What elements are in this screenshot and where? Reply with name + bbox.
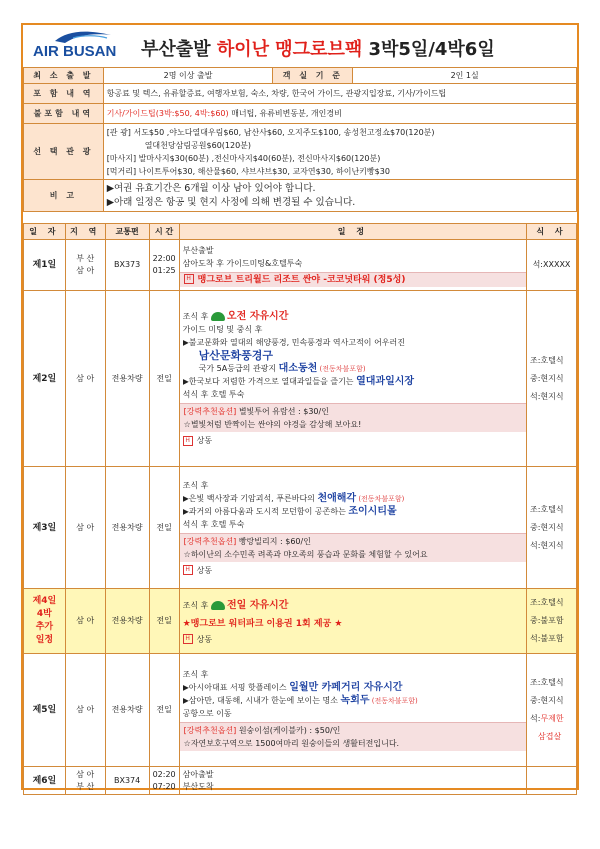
day-1-line-1: 부산출발 — [182, 245, 214, 255]
day-3-joycity: 조이시티몰 — [348, 505, 397, 517]
day-4-meal — [527, 589, 577, 654]
day-6-time — [149, 767, 179, 795]
day-5-l4: 공항으로 이동 — [182, 708, 232, 718]
day-4-region: 삼 아 — [65, 589, 105, 654]
day-1-depart: 22:00 — [152, 254, 176, 263]
day-5-nokhoedu: 녹회두 — [340, 694, 370, 706]
day-4-transport: 전용차량 — [105, 589, 149, 654]
room-label: 객 실 기 준 — [273, 68, 353, 84]
exclude-tip: 기사/가이드팁(3박:$50, 4박:$60) — [106, 108, 229, 118]
day-5-l3c: (전동차불포함) — [369, 696, 418, 705]
col-time: 시 간 — [149, 224, 179, 240]
day-2-l5a: 국가 5A등급의 관광지 — [198, 364, 279, 373]
day-6-schedule — [179, 767, 526, 795]
exclude-label: 불포함 내역 — [24, 104, 104, 124]
include-value: 항공료 및 텍스, 유류할증료, 여행자보험, 숙소, 차량, 한국어 가이드, 관광지입장료, 기사/가이드팁 — [103, 84, 576, 104]
col-day: 일 자 — [24, 224, 66, 240]
day-5-transport: 전용차량 — [105, 654, 149, 767]
schedule-table — [23, 223, 577, 795]
brand-name: AIR BUSAN — [33, 43, 117, 60]
day-2-dinner: 석:현지식 — [530, 391, 564, 401]
day-4-waterpark: ★맹그로브 워터파크 이용권 1회 제공 ★ — [182, 618, 343, 629]
day-6-line-1: 삼아출발 — [182, 769, 214, 779]
day-1-region-to: 삼 아 — [76, 266, 95, 275]
day-3-l4: 석식 후 호텔 투숙 — [182, 519, 245, 529]
day-1-schedule — [179, 240, 526, 291]
day-5-dinner-label: 석: — [530, 714, 541, 723]
day-5-l2a: ▶아시아대표 서핑 핫플레이스 — [182, 682, 290, 692]
day-5-dinner — [530, 710, 573, 728]
day-5-schedule — [179, 654, 526, 767]
note-list — [103, 180, 576, 212]
day-3-l3a: ▶과거의 아름다움과 도시적 모던함이 공존하는 — [182, 506, 349, 516]
day-1-name: 제1일 — [24, 240, 66, 291]
day-2-time: 전일 — [149, 291, 179, 467]
day-2-l2: 가이드 미팅 및 중식 후 — [182, 325, 263, 334]
day-2-l1a: 조식 후 — [182, 312, 211, 321]
leaf-icon — [211, 601, 225, 610]
day-3-l2a: ▶은빛 백사장과 기암괴석, 푸른바다의 — [182, 493, 318, 503]
day-5-dinner-unlimited: 무제한 — [540, 714, 564, 723]
day-2-hotel: 상동 — [196, 436, 213, 445]
note-change: ▶아래 일정은 항공 및 현지 사정에 의해 변경될 수 있습니다. — [106, 196, 356, 208]
day-1-region-from: 부 산 — [76, 254, 95, 263]
option-massage: [마사지] 발마사지$30(60분) ,전신마사지$40(60분), 전신마사지$60(120분) — [106, 153, 381, 163]
hotel-icon: H — [183, 634, 193, 644]
min-value: 2명 이상 출발 — [103, 68, 273, 84]
day-4-free: 전일 자유시간 — [226, 599, 289, 611]
day-5-row — [24, 654, 577, 767]
option-label: 선 택 관 광 — [24, 124, 104, 180]
info-table — [23, 67, 577, 212]
day-4-name-3: 추가 — [35, 622, 54, 632]
day-2-region: 삼 아 — [65, 291, 105, 467]
day-3-meal — [527, 467, 577, 589]
hotel-icon: H — [183, 565, 193, 575]
day-5-opt-tag: [강력추천옵션] — [183, 725, 237, 735]
day-2-l5c: (전동차불포함) — [317, 365, 366, 373]
room-value: 2인 1실 — [353, 68, 577, 84]
day-3-time: 전일 — [149, 467, 179, 589]
day-2-opt: 별빛투어 유람선 : $30/인 — [236, 407, 329, 416]
day-3-region: 삼 아 — [65, 467, 105, 589]
day-5-opt-desc: ☆자연보호구역으로 1500여마리 원숭이들의 생활터전입니다. — [183, 738, 400, 748]
day-4-name-4: 일정 — [35, 635, 54, 645]
day-2-daesodong: 대소동천 — [278, 363, 318, 374]
day-6-region-from: 삼 아 — [76, 769, 95, 779]
header — [23, 25, 577, 68]
col-transport: 교통편 — [105, 224, 149, 240]
day-3-breakfast: 조:호텔식 — [530, 504, 564, 514]
day-6-line-2: 부산도착 — [182, 781, 214, 791]
day-3-cheonae: 천애해각 — [317, 492, 357, 504]
exclude-rest: 매너팁, 유류비변동분, 개인경비 — [228, 108, 342, 118]
day-5-name: 제5일 — [24, 654, 66, 767]
day-4-name-2: 4박 — [36, 609, 52, 619]
day-4-lunch: 중:불포함 — [530, 616, 564, 625]
day-5-meal — [527, 654, 577, 767]
exclude-value — [103, 104, 576, 124]
hotel-icon: H — [184, 274, 194, 284]
day-2-l6a: ▶한국보다 저렴한 가격으로 열대과일들을 즐기는 — [182, 377, 357, 386]
itinerary-frame — [21, 23, 579, 790]
day-2-fruit-market: 열대과일시장 — [356, 376, 415, 387]
day-4-breakfast: 조:호텔식 — [530, 598, 564, 607]
day-2-lunch: 중:현지식 — [530, 373, 564, 383]
day-2-opt-tag: [강력추천옵션] — [183, 407, 237, 416]
page-title — [141, 35, 495, 61]
day-6-name: 제6일 — [24, 767, 66, 795]
day-6-region — [65, 767, 105, 795]
day-4-time: 전일 — [149, 589, 179, 654]
day-5-region: 삼 아 — [65, 654, 105, 767]
day-3-name: 제3일 — [24, 467, 66, 589]
day-1-region — [65, 240, 105, 291]
day-3-opt-desc: ☆하이난의 소수민족 려족과 먀오족의 풍습과 문화를 체험할 수 있어요 — [183, 549, 428, 559]
day-1-line-2: 삼아도착 후 가이드미팅&호텔투숙 — [182, 258, 303, 268]
day-6-meal — [527, 767, 577, 795]
day-4-name — [24, 589, 66, 654]
day-1-arrive: 01:25 — [152, 266, 176, 275]
day-6-arrive: 07:20 — [152, 781, 176, 791]
day-2-l3: ▶불교문화와 열대의 해양풍경, 민속풍경과 역사고적이 어우러진 — [182, 338, 405, 347]
note-label: 비 고 — [24, 180, 104, 212]
day-3-l1: 조식 후 — [182, 480, 209, 490]
day-3-lunch: 중:현지식 — [530, 522, 564, 532]
day-4-schedule — [179, 589, 526, 654]
option-food: [먹거리] 나이트투어$30, 해산물$60, 샤브샤브$30, 교자연$30, 하이난키빵$30 — [106, 166, 390, 176]
hotel-icon: H — [183, 436, 193, 446]
day-4-hotel: 상동 — [196, 634, 213, 644]
day-2-free: 오전 자유시간 — [226, 311, 289, 322]
day-5-dinner-samgyeopsal: 삼겹살 — [538, 732, 562, 741]
day-3-row — [24, 467, 577, 589]
day-4-row — [24, 589, 577, 654]
day-3-l2c: (전동차불포함) — [356, 494, 405, 503]
day-3-dinner: 석:현지식 — [530, 540, 564, 550]
day-2-row — [24, 291, 577, 467]
day-3-hotel: 상동 — [196, 565, 213, 575]
day-6-region-to: 부 산 — [76, 781, 95, 791]
day-5-time: 전일 — [149, 654, 179, 767]
note-passport: ▶여권 유효기간은 6개월 이상 남아 있어야 합니다. — [106, 182, 316, 194]
day-1-transport: BX373 — [105, 240, 149, 291]
day-6-transport: BX374 — [105, 767, 149, 795]
day-5-l3a: ▶삼아만, 대동해, 시내가 한눈에 보이는 명소 — [182, 695, 341, 705]
day-5-breakfast: 조:호텔식 — [530, 678, 564, 687]
day-2-breakfast: 조:호텔식 — [530, 355, 564, 365]
day-3-transport: 전용차량 — [105, 467, 149, 589]
day-2-l7: 석식 후 호텔 투숙 — [182, 390, 245, 399]
day-6-row — [24, 767, 577, 795]
day-4-dinner: 석:불포함 — [530, 634, 564, 643]
day-2-schedule — [179, 291, 526, 467]
day-2-opt-desc: ☆별빛처럼 반짝이는 싼야의 야경을 감상해 보아요! — [183, 420, 362, 429]
day-1-row — [24, 240, 577, 291]
day-5-cafe: 일월만 카페거리 자유시간 — [289, 681, 403, 693]
day-1-hotel: 맹그로브 트리월드 리조트 싼야 -코코넛타워 (정5성) — [197, 274, 406, 285]
day-5-l1: 조식 후 — [182, 669, 209, 679]
option-tour: [관 광] 서도$50 ,야노다열대우림$60, 남산사$60, 오지주도$100, 송성천고정쇼$70(120분) — [106, 127, 435, 137]
leaf-icon — [211, 312, 225, 321]
day-3-opt-tag: [강력추천옵션] — [183, 536, 237, 546]
col-meal: 식 사 — [527, 224, 577, 240]
day-4-name-1: 제4일 — [32, 596, 57, 606]
day-1-time — [149, 240, 179, 291]
day-1-meal: 석:XXXXX — [527, 240, 577, 291]
day-2-meal — [527, 291, 577, 467]
day-2-namshan: 남산문화풍경구 — [198, 349, 274, 362]
day-5-lunch: 중:현지식 — [530, 696, 564, 705]
title-package: 하이난 맹그로브팩 — [216, 39, 363, 60]
day-6-depart: 02:20 — [152, 769, 176, 779]
day-2-name: 제2일 — [24, 291, 66, 467]
include-label: 포 함 내 역 — [24, 84, 104, 104]
day-3-schedule — [179, 467, 526, 589]
day-3-opt: 빵랑빌리지 : $60/인 — [236, 536, 311, 546]
title-duration: 3박5일/4박6일 — [368, 39, 495, 60]
col-region: 지 역 — [65, 224, 105, 240]
title-origin: 부산출발 — [141, 39, 211, 60]
airline-logo — [33, 29, 133, 65]
min-label: 최 소 출 발 — [24, 68, 104, 84]
col-schedule: 일 정 — [179, 224, 526, 240]
day-2-transport: 전용차량 — [105, 291, 149, 467]
option-list — [103, 124, 576, 180]
day-4-l1a: 조식 후 — [182, 600, 211, 610]
option-tour-2: 열대천당삼림공원$60(120분) — [144, 140, 252, 150]
day-5-opt: 원숭이섬(케이블카) : $50/인 — [236, 725, 341, 735]
